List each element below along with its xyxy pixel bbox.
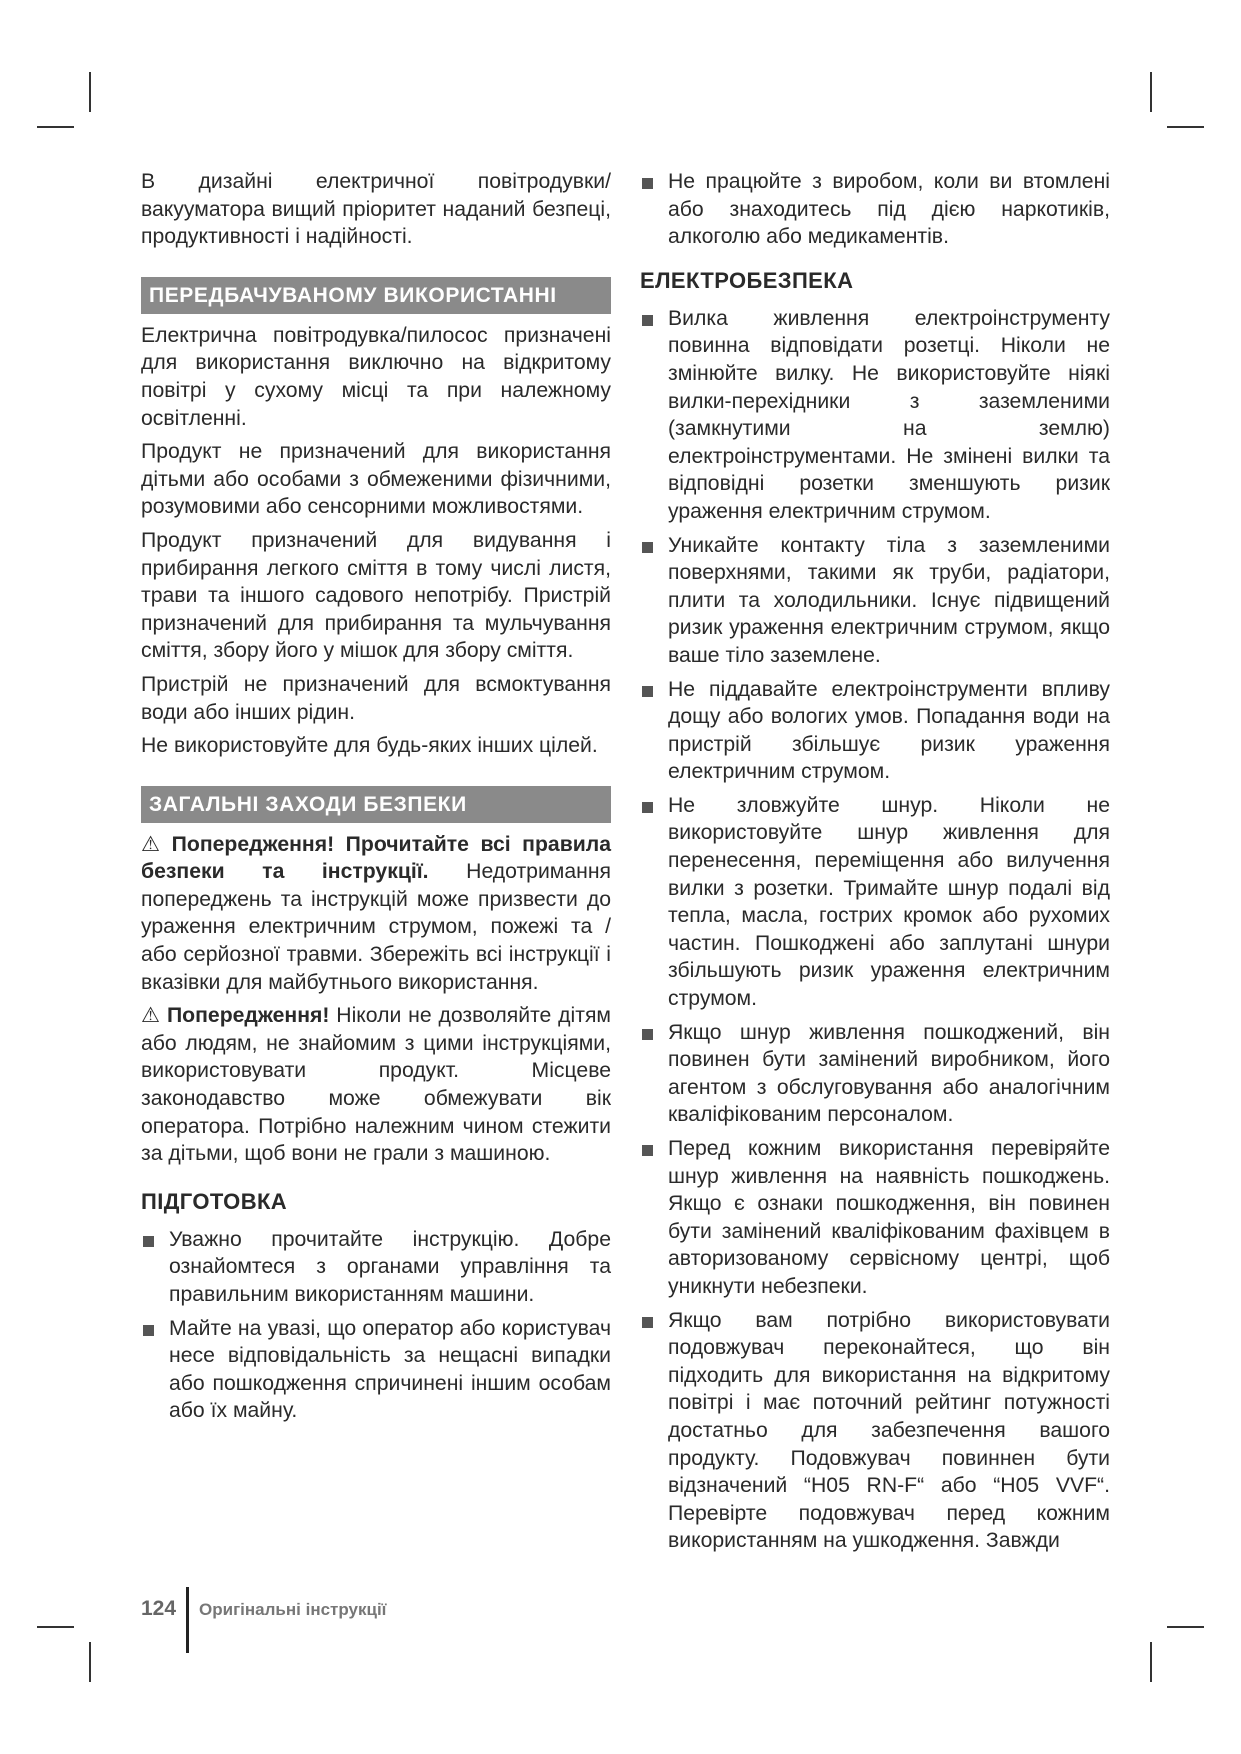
list-item: Якщо шнур живлення пошкоджений, він повинен бути замінений виробником, його агентом з обслуговування або аналогічним кваліфікованим персоналом. [640, 1019, 1110, 1129]
crop-mark-bl-h [37, 1626, 74, 1628]
crop-mark-tr-h [1167, 126, 1204, 128]
warning-1-bold: Попередження! Прочитайте всі правила безпеки та інструкції. [141, 832, 611, 884]
warning-paragraph-2 [141, 1002, 611, 1168]
page-footer [141, 1587, 386, 1653]
warning-paragraph-1 [141, 831, 611, 997]
footer-text: Оригінальні інструкції [199, 1600, 387, 1619]
left-column [141, 168, 611, 1431]
electrical-safety-list [640, 305, 1110, 1555]
intended-use-paragraph: Продукт призначений для видування і прибирання легкого сміття в тому числі листя, трави та іншого садового непотрібу. Пристрій призначений для прибирання та мульчування сміття, збору його у мішок для збору сміття. [141, 528, 611, 663]
electrical-safety-heading: ЕЛЕКТРОБЕЗПЕКА [640, 267, 854, 293]
list-item: Не піддавайте електроінструменти впливу дощу або вологих умов. Попадання води на пристрій збільшує ризик ураження електричним струмом. [640, 676, 1110, 786]
list-item: Не зловжуйте шнур. Ніколи не використовуйте шнур живлення для перенесення, переміщення або вилучення вилки з розетки. Тримайте шнур подалі від тепла, масла, гострих кромок або рухомих частин. Пошкоджені або заплутані шнури збільшують ризик ураження електричним струмом. [640, 792, 1110, 1013]
list-item: Вилка живлення електроінструменту повинна відповідати розетці. Ніколи не змінюйте вилку. Не використовуйте ніякі вилки-перехідники з заземленими (замкнутими на землю) електроінструментами. Не змінені вилки та відповідні розетки зменшують ризик ураження електричним струмом. [640, 305, 1110, 526]
crop-mark-tr-v [1150, 72, 1152, 112]
footer-divider [186, 1587, 189, 1653]
list-item: Якщо вам потрібно використовувати подовжувач переконайтеся, що він підходить для використання на відкритому повітрі і має поточний рейтинг потужності достатньо для забезпечення вашого продукту. Подовжувач повиннен бути відзначений “H05 RN-F“ або “H05 VVF“. Перевірте подовжувач перед кожним використанням на ушкодження. Завжди [640, 1307, 1110, 1555]
crop-mark-bl-v [89, 1642, 91, 1682]
preparation-list [141, 1226, 611, 1425]
crop-mark-tl-v [89, 72, 91, 112]
intended-use-heading: ПЕРЕДБАЧУВАНОМУ ВИКОРИСТАННІ [141, 277, 611, 314]
right-column [640, 168, 1110, 1561]
list-item: Перед кожним використання перевіряйте шнур живлення на наявність пошкоджень. Якщо є ознаки пошкодження, він повинен бути замінений кваліфікованим фахівцем в авторизованому сервісному центрі, щоб уникнути небезпеки. [640, 1135, 1110, 1301]
warning-1-text: Недотримання попереджень та інструкцій може призвести до ураження електричним струмом, пожежі та / або серйозної травми. Збережіть всі інструкції і вказівки для майбутнього використання. [141, 860, 611, 994]
warning-2-bold: Попередження! [166, 1004, 330, 1028]
preparation-heading: ПІДГОТОВКА [141, 1188, 288, 1214]
warning-2-text: Ніколи не дозволяйте дітям або людям, не знайомим з цими інструкціями, використовувати продукт. Місцеве законодавство може обмежувати вік оператора. Потрібно належним чином стежити за дітьми, щоб вони не грали з машиною. [141, 1004, 611, 1166]
intended-use-paragraph: Продукт не призначений для використання дітьми або особами з обмеженими фізичними, розумовими або сенсорними можливостями. [141, 440, 611, 519]
list-item: Не працюйте з виробом, коли ви втомлені або знаходитесь під дією наркотиків, алкоголю або медикаментів. [640, 168, 1110, 251]
list-item: Уникайте контакту тіла з заземленими поверхнями, такими як труби, радіатори, плити та холодильники. Існує підвищений ризик ураження електричним струмом, якщо ваше тіло заземлене. [640, 532, 1110, 670]
page-number: 124 [141, 1597, 177, 1620]
warning-icon: ⚠ [141, 832, 166, 856]
intended-use-paragraph: Пристрій не призначений для всмоктування води або інших рідин. [141, 672, 611, 724]
intended-use-paragraph: Електрична повітродувка/пилосос призначені для використання виключно на відкритому повітрі у сухому місці та при належному освітленні. [141, 323, 611, 430]
crop-mark-br-v [1150, 1642, 1152, 1682]
intro-paragraph: В дизайні електричної повітродувки/вакууматора вищий пріоритет наданий безпеці, продуктивності і надійності. [141, 170, 611, 249]
intended-use-paragraph: Не використовуйте для будь-яких інших цілей. [141, 734, 598, 758]
crop-mark-br-h [1167, 1626, 1204, 1628]
warning-icon: ⚠ [141, 1004, 161, 1028]
general-safety-heading: ЗАГАЛЬНІ ЗАХОДИ БЕЗПЕКИ [141, 786, 611, 823]
top-list [640, 168, 1110, 251]
crop-mark-tl-h [37, 126, 74, 128]
list-item: Уважно прочитайте інструкцію. Добре ознайомтеся з органами управління та правильним використанням машини. [141, 1226, 611, 1309]
list-item: Майте на увазі, що оператор або користувач несе відповідальність за нещасні випадки або пошкодження спричинені іншим особам або їх майну. [141, 1315, 611, 1425]
